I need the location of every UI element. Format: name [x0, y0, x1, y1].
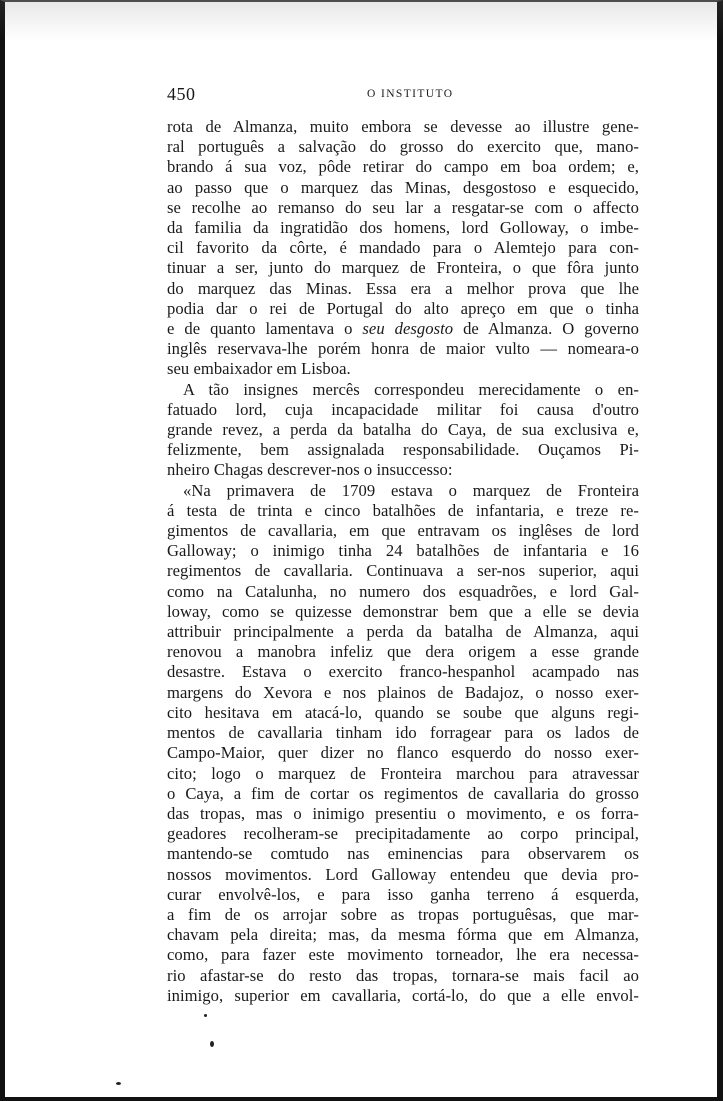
text-line: ral português a salvação do grosso do exercito que, mano-: [167, 137, 639, 157]
text-line: como, para fazer este movimento torneador, lhe era necessa-: [167, 945, 639, 965]
text-line: Campo-Maior, quer dizer no flanco esquerdo do nosso exer-: [167, 743, 639, 763]
text-line: margens do Xevora e nos plainos de Badajoz, o nosso exer-: [167, 682, 639, 702]
ink-speck: [116, 1082, 121, 1085]
text-line: «Na primavera de 1709 estava o marquez de Fronteira: [183, 480, 639, 500]
text-line: do marquez das Minas. Essa era a melhor prova que lhe: [167, 278, 639, 298]
text-line: loway, como se quizesse demonstrar bem que a elle se devia: [167, 601, 639, 621]
text-line: nossos movimentos. Lord Galloway entendeu que devia pro-: [167, 864, 639, 884]
text-line: grande revez, a perda da batalha do Caya, de sua exclusiva e,: [167, 420, 639, 440]
text-line: nheiro Chagas descrever-nos o insuccesso:: [167, 460, 453, 480]
text-line: o Caya, a fim de cortar os regimentos de cavallaria do grosso: [167, 783, 639, 803]
text-line: chavam pela direita; mas, da mesma fórma que em Almanza,: [167, 925, 639, 945]
text-line: mantendo-se comtudo nas eminencias para observarem os: [167, 844, 639, 864]
text-line: cito; logo o marquez de Fronteira marchou para atravessar: [167, 763, 639, 783]
text-line: rio afastar-se do resto das tropas, tornara-se mais facil ao: [167, 965, 639, 985]
text-line: da familia da ingratidão dos homens, lord Golloway, o imbe-: [167, 218, 639, 238]
text-line: tinuar a ser, junto do marquez de Fronteira, o que fôra junto: [167, 258, 639, 278]
text-segment: e de quanto lamentava o: [167, 319, 363, 339]
text-line: desastre. Estava o exercito franco-hespanhol acampado nas: [167, 662, 639, 682]
text-line: se recolhe ao remanso do seu lar a resgatar-se com o affecto: [167, 197, 639, 217]
text-line: geadores recolheram-se precipitadamente ao corpo principal,: [167, 824, 639, 844]
body-text: [167, 117, 639, 1006]
running-head: O INSTITUTO: [367, 88, 454, 100]
text-line: cito hesitava em atacá-lo, quando se soube que alguns regi-: [167, 702, 639, 722]
text-line: a fim de os arrojar sobre as tropas portuguêsas, que mar-: [167, 904, 639, 924]
text-line: A tão insignes mercês correspondeu merecidamente o en-: [183, 379, 639, 399]
page-number: 450: [167, 84, 196, 104]
text-line: fatuado lord, cuja incapacidade militar foi causa d'outro: [167, 399, 639, 419]
text-line: cil favorito da côrte, é mandado para o Alemtejo para con-: [167, 238, 639, 258]
text-line: brando á sua voz, pôde retirar do campo em boa ordem; e,: [167, 157, 639, 177]
text-line: das tropas, mas o inimigo presentiu o movimento, e os forra-: [167, 803, 639, 823]
text-line: á testa de trinta e cinco batalhões de infantaria, e treze re-: [167, 500, 639, 520]
text-line: attribuir principalmente a perda da batalha de Almanza, aqui: [167, 622, 639, 642]
text-line: como na Catalunha, no numero dos esquadrões, e lord Gal-: [167, 581, 639, 601]
text-line: felizmente, bem assignalada responsabilidade. Ouçamos Pi-: [167, 440, 639, 460]
text-line: seu embaixador em Lisboa.: [167, 359, 351, 379]
scan-noise: [0, 0, 723, 40]
text-line: inimigo, superior em cavallaria, cortá-lo, do que a elle envol-: [167, 985, 639, 1005]
text-line-italic: [167, 319, 639, 339]
text-line: renovou a manobra infeliz que dera origem a esse grande: [167, 642, 639, 662]
text-line: podia dar o rei de Portugal do alto apreço em que o tinha: [167, 298, 639, 318]
text-line: mentos de cavallaria tinham ido forragear para os lados de: [167, 723, 639, 743]
text-line: Galloway; o inimigo tinha 24 batalhões de infantaria e 16: [167, 541, 639, 561]
text-segment: de Almanza. O governo: [453, 319, 639, 339]
page-header: [167, 84, 639, 108]
text-line: ao passo que o marquez das Minas, desgostoso e esquecido,: [167, 177, 639, 197]
italic-phrase: seu desgosto: [362, 319, 454, 339]
text-line: curar envolvê-los, e para isso ganha terreno á esquerda,: [167, 884, 639, 904]
ink-speck: [204, 1014, 207, 1017]
text-line: regimentos de cavallaria. Continuava a ser-nos superior, aqui: [167, 561, 639, 581]
ink-speck: [210, 1041, 214, 1047]
text-line: rota de Almanza, muito embora se devesse ao illustre gene-: [167, 117, 639, 136]
text-line: gimentos de cavallaria, em que entravam os inglêses de lord: [167, 521, 639, 541]
text-line: inglês reservava-lhe porém honra de maior vulto — nomeara-o: [167, 339, 639, 359]
